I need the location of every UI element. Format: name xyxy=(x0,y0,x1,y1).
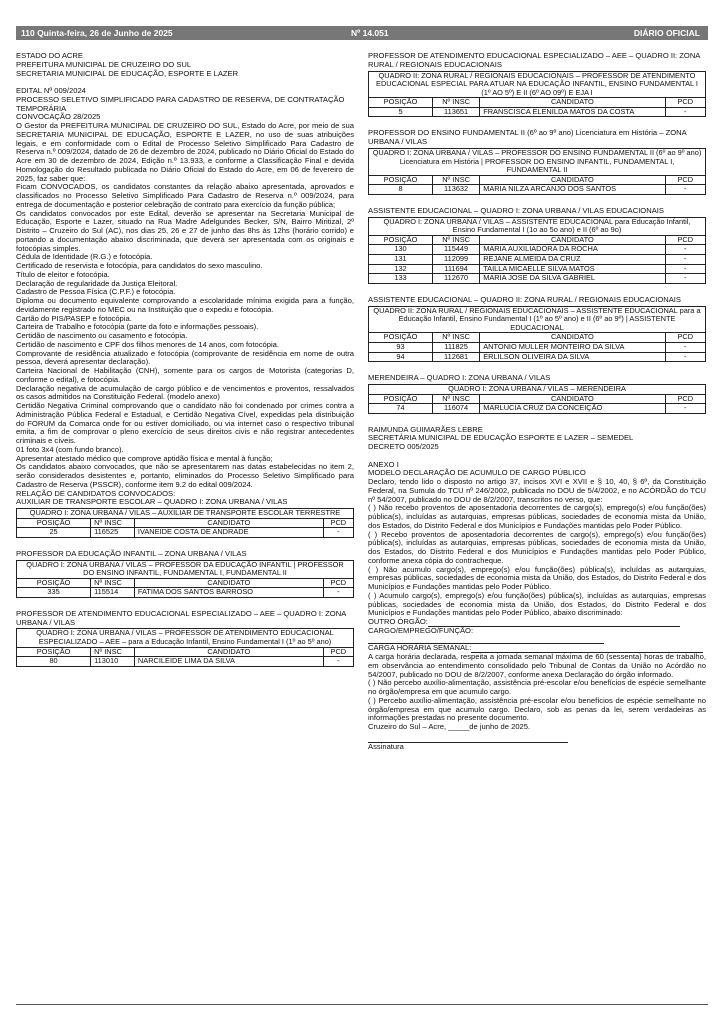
place-date-line: Cruzeiro do Sul – Acre, _____de junho de 2025. xyxy=(368,722,531,732)
column-header: POSIÇÃO xyxy=(369,235,433,245)
candidates-table xyxy=(16,508,354,538)
presentation-paragraph: Os candidatos convocados por este Edital, deverão se apresentar na Secretaria Municipal de Educação, Esporte e Lazer, situado na Rua Madre Adelgundes Becker, S/N, Bairro Miritizal, 2º Distrito – Cruzeiro do Sul (AC), nos dias 25, 26 e 27 de junho das 8hs às 12hs (horário corrido) e portando a documentação abaixo discriminada, que deverá ser apresentada com os originais e fotocópias simples. xyxy=(16,208,354,253)
table-cell: - xyxy=(665,185,705,195)
table-cell: - xyxy=(665,107,705,117)
candidates-table xyxy=(368,71,706,118)
table-cell: 132 xyxy=(369,264,433,274)
column-header: CANDIDATO xyxy=(480,394,665,404)
table-cell: 94 xyxy=(369,352,433,362)
table-caption: QUADRO I: ZONA URBANA / VILAS – MERENDEIRA xyxy=(369,384,706,394)
declaration-option: ( ) Não percebo auxílio-alimentação, assistência pré-escolar e/ou benefícios de espécie semelhante no órgão/empresa em que acumulo cargo. xyxy=(368,678,706,697)
candidates-table xyxy=(16,628,354,666)
intro-paragraph: O Gestor da PREFEITURA MUNICIPAL DE CRUZEIRO DO SUL, Estado do Acre, por meio de sua SECRETARIA MUNICIPAL DE EDUCAÇÃO, ESPORTE E LAZER, no uso de suas atribuições legais, e em conformidade com o Edital de Processo Seletivo Simplificado Para Cadastro de Reserva n.º 009/2024, datado de 26 de dezembro de 2024, publicado no Diário Oficial do Estado do Acre em 30 de dezembro de 2024, Edição n.º 13.933, e conforme a Classificação Final e devida Homologação do Resultado publicada no Diário Oficial do Estado do Acre, em 06 de fevereiro de 2025, faz saber que: xyxy=(16,121,354,183)
column-header: Nº INSC xyxy=(433,333,480,343)
form-field-label: CARGA HORÁRIA SEMANAL: xyxy=(368,643,472,653)
document-item: Certidão Negativa Criminal comprovando que o candidato não foi condenado por crimes contra a Administração Pública Federal e Estadual, e Certidão Negativa Cível, expedidas pela distribuição do FORUM da Comarca onde for ou estiver domiciliado, ou via internet caso o respectivo tribunal emita, a fim de comprovar o pleno exercício de seus direitos civis e não registrar antecedentes criminais e cíveis. xyxy=(16,401,354,445)
column-header: Nº INSC xyxy=(91,578,135,588)
table-cell: 115514 xyxy=(91,588,135,598)
document-item: Carteira Nacional de Habilitação (CNH), somente para os cargos de Motorista (categorias D, conforme o edital), e fotocópia. xyxy=(16,366,354,384)
column-header: POSIÇÃO xyxy=(17,647,91,657)
declaration-paragraph: Declaro, tendo lido o disposto no artigo 37, incisos XVI e XVII e § 10, 40, § 6º, da Constituição Federal, na Sumula do TCU nº 246/2002, publicada no DOU de 5/4/2002, e no ACÓRDÃO do TCU nº 54/2007, publicado no DOU de 8/2/2007, transcritos no verso, que: xyxy=(368,477,706,504)
section-heading: ASSISTENTE EDUCACIONAL – QUADRO I: ZONA URBANA / VILAS EDUCACIONAIS xyxy=(368,205,664,215)
column-header: POSIÇÃO xyxy=(369,333,433,343)
column-header: POSIÇÃO xyxy=(369,175,433,185)
form-field-label: CARGO/EMPREGO/FUNÇÃO: xyxy=(368,625,474,635)
table-caption: QUADRO I: ZONA URBANA / VILAS – PROFESSOR DO ENSINO FUNDAMENTAL II (6º ao 9º ano) Licenciatura em História | PROFESSOR DO ENSINO INFANTIL, FUNDAMENTAL I, FUNDAMENTAL II xyxy=(369,148,706,175)
table-cell: 5 xyxy=(369,107,433,117)
edital-number: EDITAL Nº 009/2024 xyxy=(16,86,86,95)
table-cell: 93 xyxy=(369,342,433,352)
table-cell: TAILLA MICAELLE SILVA MATOS xyxy=(480,264,665,274)
document-item: Cartão do PIS/PASEP e fotocópia. xyxy=(16,313,132,323)
table-cell: 25 xyxy=(17,528,91,538)
document-item: Cadastro de Pessoa Física (C.P.F.) e fotocópia. xyxy=(16,287,176,297)
column-header: POSIÇÃO xyxy=(17,518,91,528)
secretariat-name: SECRETARIA MUNICIPAL DE EDUCAÇÃO, ESPORTE E LAZER xyxy=(16,68,239,78)
table-caption: QUADRO I: ZONA URBANA / VILAS – ASSISTENTE EDUCACIONAL para Educação Infantil, Ensino Fundamental I (1o ao 5o ano) e II (6º ao 9o) xyxy=(369,217,706,235)
column-header: PCD xyxy=(665,235,705,245)
section-heading: PROFESSOR DE ATENDIMENTO EDUCACIONAL ESPECIALIZADO – AEE – QUADRO II: ZONA RURAL / REGIONAIS EDUCACIONAIS xyxy=(368,51,700,69)
document-item: Comprovante de residência atualizado e fotocópia (comprovante de residência em nome de outra pessoa, deverá apresentar declaração). xyxy=(16,348,354,367)
table-cell: 130 xyxy=(369,245,433,255)
page-header xyxy=(16,26,708,40)
column-header: Nº INSC xyxy=(433,394,480,404)
column-header: PCD xyxy=(323,518,353,528)
table-cell: - xyxy=(323,657,353,667)
annex-subtitle: MODELO DECLARAÇÃO DE ACUMULO DE CARGO PÚBLICO xyxy=(368,468,586,478)
document-item: Carteira de Trabalho e fotocópia (parte da foto e informações pessoais). xyxy=(16,322,259,332)
table-cell: NARCILEIDE LIMA DA SILVA xyxy=(134,657,323,667)
column-header: CANDIDATO xyxy=(480,333,665,343)
candidates-table xyxy=(368,384,706,414)
column-header: Nº INSC xyxy=(91,518,135,528)
signatory-title: SECRETÁRIA MUNICIPAL DE EDUCAÇÃO ESPORTE E LAZER – SEMEDEL xyxy=(368,433,634,443)
table-cell: - xyxy=(665,264,705,274)
table-cell: - xyxy=(665,404,705,414)
section-heading: AUXILIAR DE TRANSPORTE ESCOLAR – QUADRO I: ZONA URBANA / VILAS xyxy=(16,497,288,507)
table-cell: - xyxy=(665,274,705,284)
table-caption: QUADRO II: ZONA RURAL / REGIONAIS EDUCACIONAIS – PROFESSOR DE ATENDIMENTO EDUCACIONAL ESPECIAL PARA ATUAR NA EDUCAÇÃO INFANTIL, ENSINO FUNDAMENTAL I xyxy=(376,70,698,89)
table-row xyxy=(369,342,706,352)
workload-paragraph: A carga horária declarada, respeita a jornada semanal máxima de 60 (sessenta) horas de trabalho, em observância ao entendimento consolidado pelo Tribunal de Contas da União no Acórdão no 54/2007, publicado no DOU de 8/2/2007, conforme anexa Declaração do órgão informado. xyxy=(368,652,706,679)
document-item: Apresentar atestado médico que comprove aptidão física e mental à função; xyxy=(16,453,273,463)
table-cell: FRANSCISCA ELENILDA MATOS DA COSTA xyxy=(480,107,665,117)
column-header: PCD xyxy=(323,647,353,657)
table-row xyxy=(369,274,706,284)
table-cell: MARIA JOSE DA SILVA GABRIEL xyxy=(480,274,665,284)
table-cell: 112670 xyxy=(433,274,480,284)
declaration-option: ( ) Acumulo cargo(s), emprego(s) e/ou função(ões) pública(s), incluídas as autarquias, empresas públicas, sociedades de economia mista da União, dos Estados, do Distrito Federal e dos Municípios e Fundações mantidas pelo Poder Público, abaixo discriminado: xyxy=(368,590,706,618)
form-field-label: OUTRO ÓRGÃO: xyxy=(368,617,428,627)
table-cell: 74 xyxy=(369,404,433,414)
column-header: CANDIDATO xyxy=(480,235,665,245)
table-caption-line: (1º AO 5º) E II (6º AO 09º) E EJA I xyxy=(481,87,593,97)
table-row xyxy=(17,588,354,598)
section-heading: ASSISTENTE EDUCACIONAL – QUADRO II: ZONA RURAL / REGIONAIS EDUCACIONAIS xyxy=(368,294,681,304)
column-header: CANDIDATO xyxy=(480,98,665,108)
header-publication-name: DIÁRIO OFICIAL xyxy=(633,28,700,38)
elimination-paragraph: Os candidatos abaixo convocados, que não se apresentarem nas datas estabelecidas no item 2, serão considerados desistentes e, portanto, eliminados do Processo Seletivo Simplificado para Cadastro de Reserva (PSSCR), conforme item 9.2 do edital 009/2024. xyxy=(16,462,354,489)
column-header: Nº INSC xyxy=(91,647,135,657)
table-caption: QUADRO I: ZONA URBANA / VILAS – AUXILIAR DE TRANSPORTE ESCOLAR TERRESTRE xyxy=(17,509,354,519)
candidates-table xyxy=(16,560,354,598)
column-header: PCD xyxy=(323,578,353,588)
table-cell: IVANEIDE COSTA DE ANDRADE xyxy=(134,528,323,538)
table-cell: 8 xyxy=(369,185,433,195)
candidates-table xyxy=(368,148,706,195)
header-issue-number: Nº 14.051 xyxy=(351,28,389,38)
table-cell: 116525 xyxy=(91,528,135,538)
table-caption: QUADRO I: ZONA URBANA / VILAS – PROFESSOR DE ATENDIMENTO EDUCACIONAL ESPECIALIZADO – AEE – para a Educação Infantil, Ensino Fundamental I (1º ao 5º ano) xyxy=(17,629,354,647)
annex-title: ANEXO I xyxy=(368,459,399,469)
table-cell: 80 xyxy=(17,657,91,667)
table-cell: 113010 xyxy=(91,657,135,667)
table-row xyxy=(369,404,706,414)
process-title: PROCESSO SELETIVO SIMPLIFICADO PARA CADASTRO DE RESERVA, DE CONTRATAÇÃO TEMPORÁRIA xyxy=(16,94,345,113)
convocation-number: CONVOCAÇÃO 28/2025 xyxy=(16,112,101,122)
candidates-list-heading: RELAÇÃO DE CANDIDATOS CONVOCADOS: xyxy=(16,488,176,498)
candidates-table xyxy=(368,306,706,363)
table-cell: - xyxy=(665,255,705,265)
column-header: Nº INSC xyxy=(433,175,480,185)
convocation-paragraph: Ficam CONVOCADOS, os candidatos constantes da relação abaixo apresentada, aprovados e classificados no Processo Seletivo Simplificado Para Cadastro de Reserva n.º 009/2024, para entrega de documentação e posterior celebração de contrato para exercício da função pública; xyxy=(16,182,354,209)
form-field-position xyxy=(368,627,706,645)
document-item: Declaração negativa de acumulação de cargo público e de vencimentos e proventos, ressalvados os casos admitidos na Constituição Federal. (modelo anexo) xyxy=(16,383,354,402)
table-row xyxy=(369,255,706,265)
table-cell: 131 xyxy=(369,255,433,265)
candidates-table xyxy=(368,217,706,284)
table-cell: - xyxy=(665,352,705,362)
table-cell: 116074 xyxy=(433,404,480,414)
table-caption: QUADRO I: ZONA URBANA / VILAS – PROFESSOR DA EDUCAÇÃO INFANTIL | PROFESSOR DO ENSINO INFANTIL, FUNDAMENTAL I, FUNDAMENTAL II xyxy=(17,560,354,578)
document-item: Cédula de Identidade (R.G.) e fotocópia. xyxy=(16,252,153,262)
table-cell: 113651 xyxy=(433,107,480,117)
document-item: Título de eleitor e fotocópia. xyxy=(16,269,110,279)
column-header: CANDIDATO xyxy=(480,175,665,185)
column-header: PCD xyxy=(665,175,705,185)
table-cell: 113632 xyxy=(433,185,480,195)
declaration-option: ( ) Percebo auxílio-alimentação, assistência pré-escolar e/ou benefícios de espécie semelhante no órgão/empresa em que acumulo cargo. Declaro, sob as penas da lei, serem verdadeiras as informações prestadas no presente documento. xyxy=(368,695,706,723)
table-cell: - xyxy=(665,342,705,352)
column-header: CANDIDATO xyxy=(134,578,323,588)
footer-rule xyxy=(16,1004,708,1005)
column-header: POSIÇÃO xyxy=(369,98,433,108)
column-header: Nº INSC xyxy=(433,98,480,108)
document-item: 01 foto 3x4 (com fundo branco). xyxy=(16,444,124,454)
signature-label: Assinatura xyxy=(368,741,404,751)
signatory-name: RAIMUNDA GUIMARÃES LEBRE xyxy=(368,424,483,434)
table-cell: MARLUCIA CRUZ DA CONCEIÇÃO xyxy=(480,404,665,414)
table-caption: QUADRO II: ZONA RURAL / REGIONAIS EDUCACIONAIS – ASSISTENTE EDUCACIONAL para a Educação Infantil, Ensino Fundamental I (1º ao 5º ano) e II (6º ao 9º) | ASSISTENTE EDUCACIONAL xyxy=(369,306,706,333)
declaration-option: ( ) Recebo proventos de aposentadoria decorrentes de cargo(s), emprego(s) e/ou função(ões) pública(s), incluídas as autarquias, empresas públicas, sociedades de economia mista da União, dos Estados, do Distrito Federal e dos Municípios e Fundações mantidas pelo Poder Público, conforme anexa cópia do contracheque. xyxy=(368,529,706,565)
column-header: POSIÇÃO xyxy=(17,578,91,588)
table-row xyxy=(17,528,354,538)
document-item: Certidão de nascimento e CPF dos filhos menores de 14 anos, com fotocópia. xyxy=(16,339,279,349)
table-cell: ANTONIO MULLER MONTEIRO DA SILVA xyxy=(480,342,665,352)
table-cell: - xyxy=(323,528,353,538)
right-column xyxy=(368,52,706,752)
section-heading: PROFESSOR DE ATENDIMENTO EDUCACIONAL ESPECIALIZADO – AEE – QUADRO I: ZONA URBANA / VILAS xyxy=(16,608,346,627)
document-item: Certificado de reservista e fotocópia, para candidatos do sexo masculino. xyxy=(16,261,263,270)
decree-number: DECRETO 005/2025 xyxy=(368,442,439,452)
header-date: 110 Quinta-feira, 26 de Junho de 2025 xyxy=(21,28,173,38)
document-item: Certidão de nascimento ou casamento e fotocópia. xyxy=(16,331,188,340)
column-header: PCD xyxy=(665,98,705,108)
column-header: POSIÇÃO xyxy=(369,394,433,404)
table-cell: 111694 xyxy=(433,264,480,274)
section-heading: PROFESSOR DO ENSINO FUNDAMENTAL II (6º ao 9º ano) Licenciatura em História – ZONA URBANA / VILAS xyxy=(368,128,687,147)
table-cell: 115449 xyxy=(433,245,480,255)
table-row xyxy=(369,352,706,362)
table-row xyxy=(369,185,706,195)
column-header: PCD xyxy=(665,333,705,343)
section-heading: MERENDEIRA – QUADRO I: ZONA URBANA / VILAS xyxy=(368,373,551,383)
state-name: ESTADO DO ACRE xyxy=(16,51,83,60)
table-cell: ERLILSON OLIVEIRA DA SILVA xyxy=(480,352,665,362)
declaration-option: ( ) Não recebo proventos de aposentadoria decorrentes de cargo(s), emprego(s) e/ou função(ões) pública(s), incluídas as autarquias, empresas públicas, sociedades de economia mista da União, dos Estados, do Distrito Federal e dos Municípios e Fundações mantidas pelo Poder Público. xyxy=(368,503,706,530)
table-cell: FATIMA DOS SANTOS BARROSO xyxy=(134,588,323,598)
table-cell: MARIA NILZA ARCANJO DOS SANTOS xyxy=(480,185,665,195)
table-row xyxy=(17,657,354,667)
table-row xyxy=(369,107,706,117)
document-item: Declaração de regularidade da Justiça Eleitoral. xyxy=(16,278,178,288)
table-cell: 111825 xyxy=(433,342,480,352)
column-header: PCD xyxy=(665,394,705,404)
left-column xyxy=(16,52,354,667)
table-cell: MARIA AUXILIADORA DA ROCHA xyxy=(480,245,665,255)
declaration-option: ( ) Não acumulo cargo(s), emprego(s) e/ou função(ões) pública(s), incluídas as autarquias, empresas públicas, sociedades de economia mista da União, dos Estados, do Distrito Federal e dos Municípios e Fundações mantidas pelo Poder Público. xyxy=(368,564,706,592)
prefecture-name: PREFEITURA MUNICIPAL DE CRUZEIRO DO SUL xyxy=(16,59,192,69)
section-heading: PROFESSOR DA EDUCAÇÃO INFANTIL – ZONA URBANA / VILAS xyxy=(16,548,247,558)
table-cell: - xyxy=(665,245,705,255)
table-cell: 335 xyxy=(17,588,91,598)
table-cell: 112681 xyxy=(433,352,480,362)
table-cell: 112099 xyxy=(433,255,480,265)
column-header: Nº INSC xyxy=(433,235,480,245)
column-header: CANDIDATO xyxy=(134,518,323,528)
column-header: CANDIDATO xyxy=(134,647,323,657)
table-cell: - xyxy=(323,588,353,598)
table-cell: REJANE ALMEIDA DA CRUZ xyxy=(480,255,665,265)
document-item: Diploma ou documento equivalente comprovando a escolaridade mínima exigida para a função, devidamente registrado no MEC ou na Instituição que o expediu e fotocópia. xyxy=(16,296,354,314)
table-cell: 133 xyxy=(369,274,433,284)
